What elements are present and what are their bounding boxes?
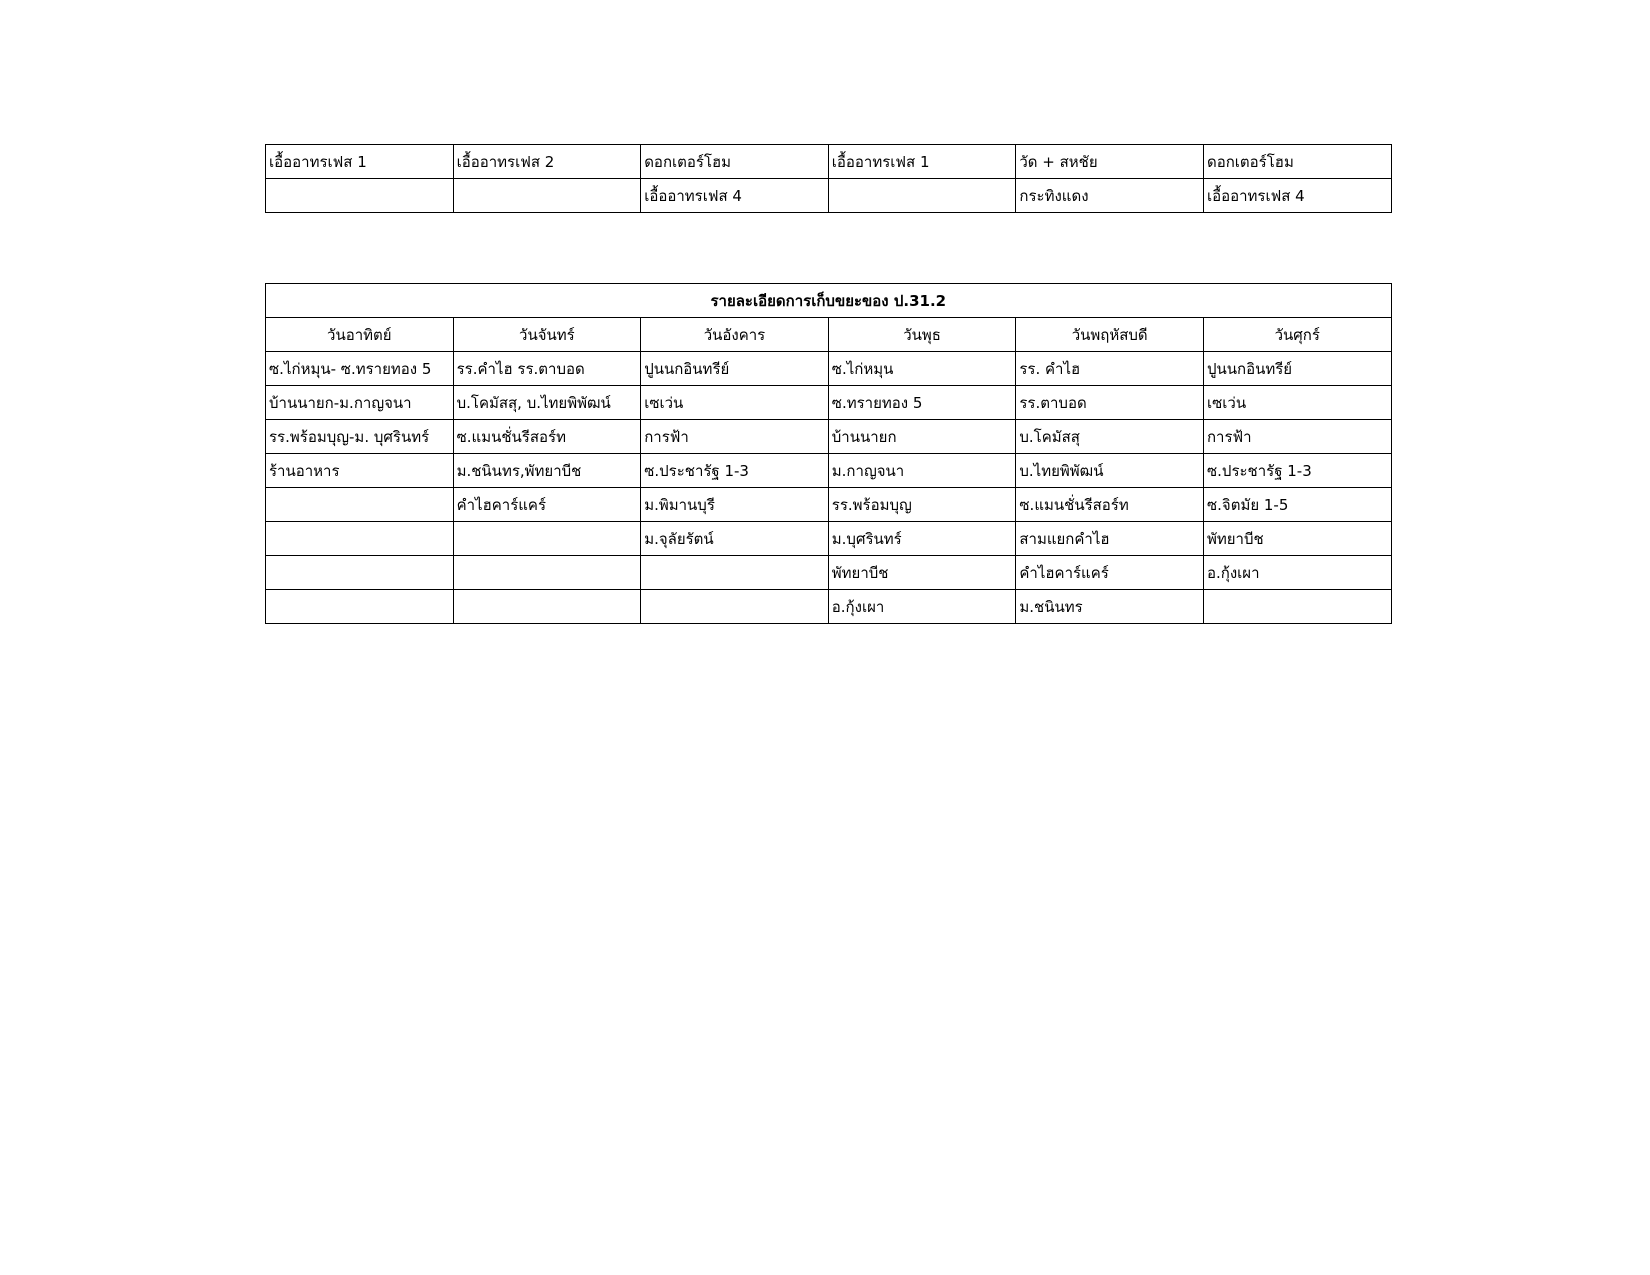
schedule-title: รายละเอียดการเก็บขยะของ ป.31.2 (266, 284, 1392, 318)
table-cell: ม.จุลัยรัตน์ (641, 522, 829, 556)
table-cell (453, 590, 641, 624)
table-cell (266, 488, 454, 522)
table-row (266, 556, 1392, 590)
table-cell: เอื้ออาทรเฟส 1 (266, 145, 454, 179)
table-row (266, 454, 1392, 488)
table-cell: บ.ไทยพิพัฒน์ (1016, 454, 1204, 488)
day-header-thursday: วันพฤหัสบดี (1016, 318, 1204, 352)
day-header-sunday: วันอาทิตย์ (266, 318, 454, 352)
table-cell (641, 590, 829, 624)
table-cell: ดอกเตอร์โฮม (1203, 145, 1391, 179)
table-cell: ซ.แมนชั่นรีสอร์ท (453, 420, 641, 454)
table-cell (1203, 590, 1391, 624)
table-row (266, 179, 1392, 213)
table-cell (266, 556, 454, 590)
table-cell (266, 522, 454, 556)
table-cell: อ.กุ้งเผา (828, 590, 1016, 624)
table-cell: เอื้ออาทรเฟส 2 (453, 145, 641, 179)
table-cell: พัทยาบีช (828, 556, 1016, 590)
day-header-monday: วันจันทร์ (453, 318, 641, 352)
table-cell (828, 179, 1016, 213)
table-cell: วัด + สหชัย (1016, 145, 1204, 179)
table-cell: ซ.แมนชั่นรีสอร์ท (1016, 488, 1204, 522)
table-cell: ม.บุศรินทร์ (828, 522, 1016, 556)
table-cell: ม.ชนินทร,พัทยาบีช (453, 454, 641, 488)
table-cell: เซเว่น (641, 386, 829, 420)
table-cell: ดอกเตอร์โฮม (641, 145, 829, 179)
table-cell: เซเว่น (1203, 386, 1391, 420)
table-cell: รร.คำไฮ รร.ตาบอด (453, 352, 641, 386)
table-cell: บ.โคมัสสุ, บ.ไทยพิพัฒน์ (453, 386, 641, 420)
table-cell: ซ.ไก่หมุน- ซ.ทรายทอง 5 (266, 352, 454, 386)
table-cell: ม.พิมานบุรี (641, 488, 829, 522)
table-cell (453, 556, 641, 590)
table-cell: รร.พร้อมบุญ-ม. บุศรินทร์ (266, 420, 454, 454)
table-cell (266, 590, 454, 624)
table-cell: การฟ้า (641, 420, 829, 454)
table-cell: ซ.ทรายทอง 5 (828, 386, 1016, 420)
table-cell: ปูนนกอินทรีย์ (641, 352, 829, 386)
table-cell: คำไฮคาร์แคร์ (453, 488, 641, 522)
table-cell: เอื้ออาทรเฟส 4 (1203, 179, 1391, 213)
table-cell (453, 179, 641, 213)
table-cell: บ้านนายก-ม.กาญจนา (266, 386, 454, 420)
table-cell: รร.พร้อมบุญ (828, 488, 1016, 522)
table-row (266, 590, 1392, 624)
table-cell (641, 556, 829, 590)
table-cell: ซ.ประชารัฐ 1-3 (641, 454, 829, 488)
location-table (265, 144, 1392, 213)
day-header-friday: วันศุกร์ (1203, 318, 1391, 352)
table-cell (266, 179, 454, 213)
table-cell: บ้านนายก (828, 420, 1016, 454)
day-header-wednesday: วันพุธ (828, 318, 1016, 352)
table-cell: คำไฮคาร์แคร์ (1016, 556, 1204, 590)
title-row (266, 284, 1392, 318)
table-cell: รร.ตาบอด (1016, 386, 1204, 420)
table-cell: ม.กาญจนา (828, 454, 1016, 488)
table-cell: รร. คำไฮ (1016, 352, 1204, 386)
garbage-schedule-table (265, 283, 1392, 624)
table-cell: กระทิงแดง (1016, 179, 1204, 213)
table-cell: ม.ชนินทร (1016, 590, 1204, 624)
table-cell: ซ.จิตมัย 1-5 (1203, 488, 1391, 522)
table-cell: ซ.ไก่หมุน (828, 352, 1016, 386)
header-row (266, 318, 1392, 352)
table-row (266, 352, 1392, 386)
table-row (266, 386, 1392, 420)
table-cell: การฟ้า (1203, 420, 1391, 454)
table-cell: พัทยาบีช (1203, 522, 1391, 556)
table-cell: ปูนนกอินทรีย์ (1203, 352, 1391, 386)
table-cell: อ.กุ้งเผา (1203, 556, 1391, 590)
table-row (266, 420, 1392, 454)
table-cell: เอื้ออาทรเฟส 4 (641, 179, 829, 213)
table-row (266, 488, 1392, 522)
table-row (266, 522, 1392, 556)
table-cell: เอื้ออาทรเฟส 1 (828, 145, 1016, 179)
table-cell: บ.โคมัสสุ (1016, 420, 1204, 454)
table-cell: ร้านอาหาร (266, 454, 454, 488)
table-cell: สามแยกคำไฮ (1016, 522, 1204, 556)
day-header-tuesday: วันอังคาร (641, 318, 829, 352)
table-cell: ซ.ประชารัฐ 1-3 (1203, 454, 1391, 488)
table-row (266, 145, 1392, 179)
table-cell (453, 522, 641, 556)
